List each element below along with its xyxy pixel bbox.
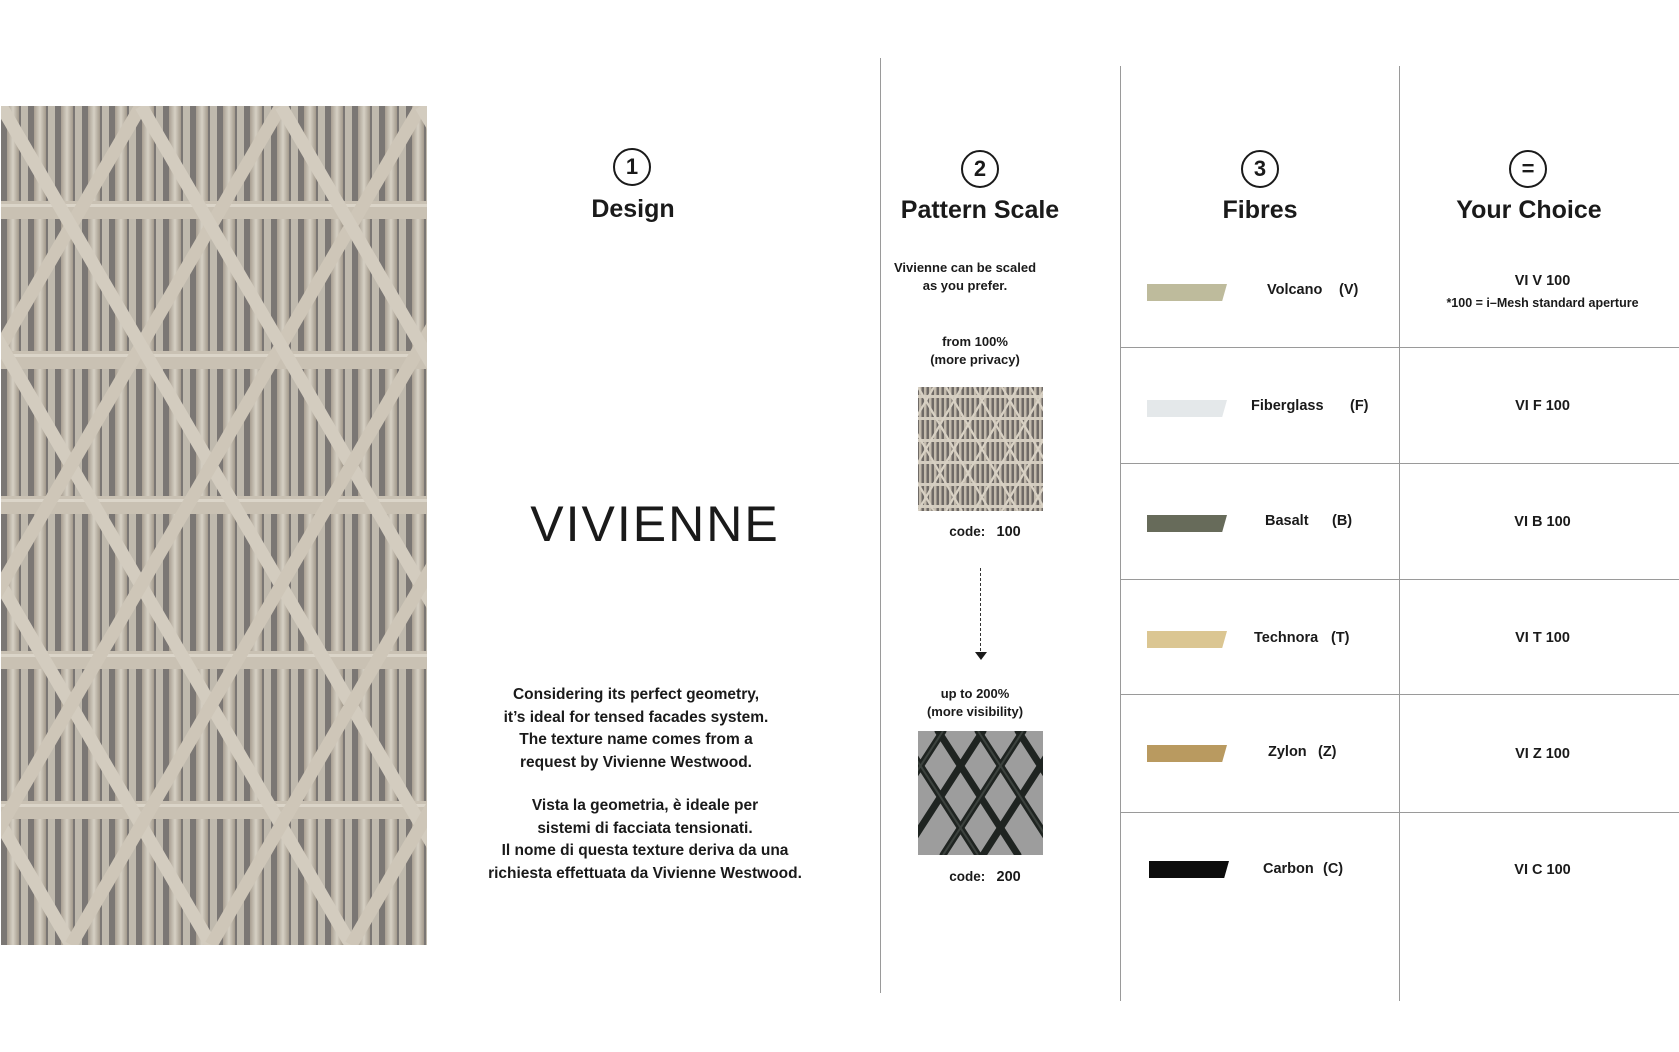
fibre-fiberglass-name: Fiberglass: [1251, 398, 1324, 414]
description-italian: [475, 795, 815, 885]
brand-name: VIVIENNE: [530, 496, 780, 552]
choice-volcano: VI V 100: [1514, 273, 1571, 289]
step-1-badge: 1: [613, 148, 651, 186]
text-line: richiesta effettuata da Vivienne Westwood.: [488, 864, 802, 882]
scale-arrow: [980, 568, 982, 656]
text-line: The texture name comes from a: [519, 731, 753, 748]
fiberglass-swatch: [1147, 400, 1227, 417]
text-line: up to 200%: [940, 686, 1010, 701]
text-line: from 100%: [942, 334, 1008, 349]
zylon-swatch: [1147, 745, 1227, 762]
arrow-head-icon: [975, 652, 987, 660]
step-3-badge: 3: [1241, 150, 1279, 188]
scale-intro: [880, 259, 1050, 295]
text-line: Vivienne can be scaled: [893, 260, 1037, 275]
sample-100-code: [935, 523, 1035, 541]
fibre-technora-name: Technora: [1254, 630, 1319, 646]
text-line: (more privacy): [930, 352, 1020, 367]
choice-fiberglass: VI F 100: [1515, 398, 1570, 414]
step-1-title: Design: [591, 195, 675, 223]
code-label: code:: [949, 524, 986, 539]
scale-to-label: [900, 685, 1050, 721]
text-line: Il nome di questa texture deriva da una: [501, 842, 789, 859]
step-2-title: Pattern Scale: [900, 196, 1060, 224]
fibre-carbon-code: (C): [1323, 861, 1344, 877]
choice-basalt: VI B 100: [1514, 514, 1571, 530]
text-line: request by Vivienne Westwood.: [520, 753, 752, 771]
fibre-zylon-code: (Z): [1318, 744, 1337, 760]
code-label: code:: [949, 869, 986, 884]
row-divider: [1121, 579, 1679, 580]
text-line: sistemi di facciata tensionati.: [537, 819, 753, 837]
sample-100-thumbnail: [918, 387, 1043, 511]
code-value: 100: [996, 524, 1021, 540]
step-result-title: Your Choice: [1456, 196, 1602, 224]
fibre-basalt-name: Basalt: [1265, 513, 1309, 529]
row-divider: [1121, 347, 1679, 348]
step-2-badge: 2: [961, 150, 999, 188]
row-divider: [1121, 463, 1679, 464]
fibre-basalt-code: (B): [1332, 513, 1353, 529]
sample-200-code: [935, 868, 1035, 886]
choice-carbon: VI C 100: [1514, 862, 1571, 878]
fibre-zylon-name: Zylon: [1268, 744, 1307, 760]
step-3-title: Fibres: [1222, 196, 1298, 224]
text-line: as you prefer.: [922, 278, 1008, 293]
code-value: 200: [996, 869, 1021, 885]
text-line: it’s ideal for tensed facades system.: [503, 708, 769, 726]
sample-200-thumbnail: [918, 731, 1043, 855]
step-result-badge: =: [1509, 150, 1547, 188]
scale-from-label: [900, 333, 1050, 369]
text-line: Vista la geometria, è ideale per: [531, 797, 759, 814]
technora-swatch: [1147, 631, 1227, 648]
choice-technora: VI T 100: [1515, 630, 1570, 646]
description-english: [466, 684, 806, 774]
row-divider: [1121, 812, 1679, 813]
fibre-fiberglass-code: (F): [1350, 398, 1369, 414]
choice-volcano-note: *100 = i–Mesh standard aperture: [1446, 296, 1639, 310]
row-divider: [1121, 694, 1679, 695]
fibre-volcano-code: (V): [1339, 282, 1359, 298]
basalt-swatch: [1147, 515, 1227, 532]
fibre-technora-code: (T): [1331, 630, 1350, 646]
vivienne-texture-photo: [1, 106, 427, 945]
choice-zylon: VI Z 100: [1515, 746, 1570, 762]
text-line: (more visibility): [926, 704, 1024, 719]
fibre-volcano-name: Volcano: [1267, 282, 1323, 298]
fibre-carbon-name: Carbon: [1263, 861, 1314, 877]
volcano-swatch: [1147, 284, 1227, 301]
carbon-swatch: [1149, 861, 1229, 878]
text-line: Considering its perfect geometry,: [512, 686, 760, 703]
